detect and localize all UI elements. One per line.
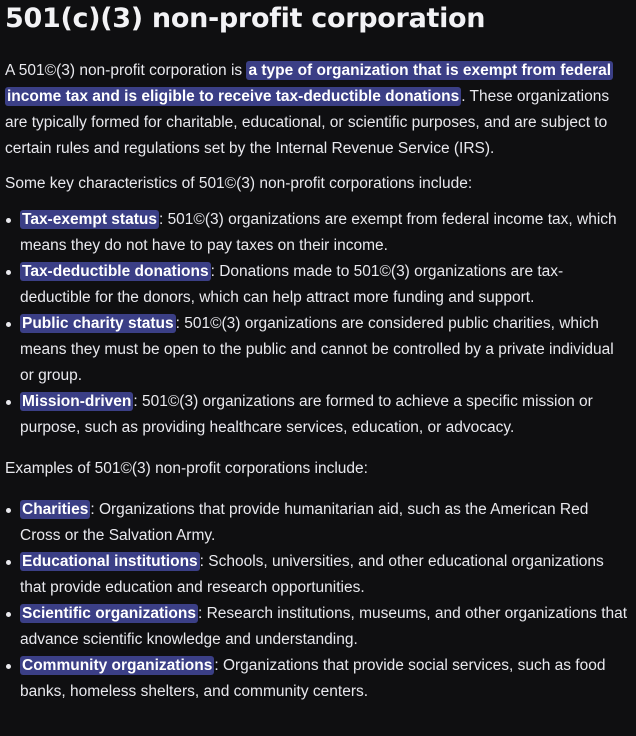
list-item xyxy=(5,259,630,311)
list-item-term: Tax-exempt status xyxy=(22,211,157,228)
list-item xyxy=(5,389,630,441)
list-item xyxy=(5,601,630,653)
list-item-term: Charities xyxy=(22,501,89,518)
list-item-desc: : Organizations that provide humanitarian aid, such as the American Red Cross or the Salvation Army. xyxy=(20,501,589,544)
list-item xyxy=(5,653,630,705)
list-item xyxy=(5,497,630,549)
bullet-icon xyxy=(6,560,11,565)
bullet-icon xyxy=(6,664,11,669)
list-item xyxy=(5,549,630,601)
list-item xyxy=(5,207,630,259)
page-title: 501(c)(3) non-profit corporation xyxy=(5,3,486,34)
list-item-term: Educational institutions xyxy=(22,553,198,570)
examples-lead: Examples of 501©(3) non-profit corporations include: xyxy=(5,460,368,477)
bullet-icon xyxy=(6,400,11,405)
bullet-icon xyxy=(6,508,11,513)
list-item-desc: : Research institutions, museums, and other organizations that advance scientific knowledge and understanding. xyxy=(20,605,628,648)
bullet-icon xyxy=(6,322,11,327)
characteristics-lead: Some key characteristics of 501©(3) non-profit corporations include: xyxy=(5,175,473,192)
intro-paragraph xyxy=(5,58,630,162)
bullet-icon xyxy=(6,218,11,223)
intro-highlight: a type of organization that is exempt from federal income tax and is eligible to receive tax-deductible donations xyxy=(7,62,612,105)
characteristics-list xyxy=(5,207,630,441)
list-item-desc: : 501©(3) organizations are considered public charities, which means they must be open to the public and cannot be controlled by a private individual or group. xyxy=(20,315,614,384)
list-item-desc: : Schools, universities, and other educational organizations that provide education and research opportunities. xyxy=(20,553,604,596)
list-item-term: Mission-driven xyxy=(22,393,132,410)
list-item-term: Community organizations xyxy=(22,657,213,674)
intro-text-after: . These organizations are typically formed for charitable, educational, or scientific purposes, and are subject to certain rules and regulations set by the Internal Revenue Service (IRS). xyxy=(5,88,610,157)
list-item xyxy=(5,311,630,389)
bullet-icon xyxy=(6,270,11,275)
list-item-term: Public charity status xyxy=(22,315,174,332)
bullet-icon xyxy=(6,612,11,617)
list-item-term: Scientific organizations xyxy=(22,605,196,622)
intro-text-before: A 501©(3) non-profit corporation is xyxy=(5,62,247,79)
list-item-desc: : 501©(3) organizations are exempt from federal income tax, which means they do not have to pay taxes on their income. xyxy=(20,211,617,254)
list-item-term: Tax-deductible donations xyxy=(22,263,209,280)
list-item-desc: : Donations made to 501©(3) organizations are tax-deductible for the donors, which can help attract more funding and support. xyxy=(20,263,564,306)
list-item-desc: : Organizations that provide social services, such as food banks, homeless shelters, and community centers. xyxy=(20,657,606,700)
examples-list xyxy=(5,497,630,705)
list-item-desc: : 501©(3) organizations are formed to achieve a specific mission or purpose, such as providing healthcare services, education, or advocacy. xyxy=(20,393,593,436)
